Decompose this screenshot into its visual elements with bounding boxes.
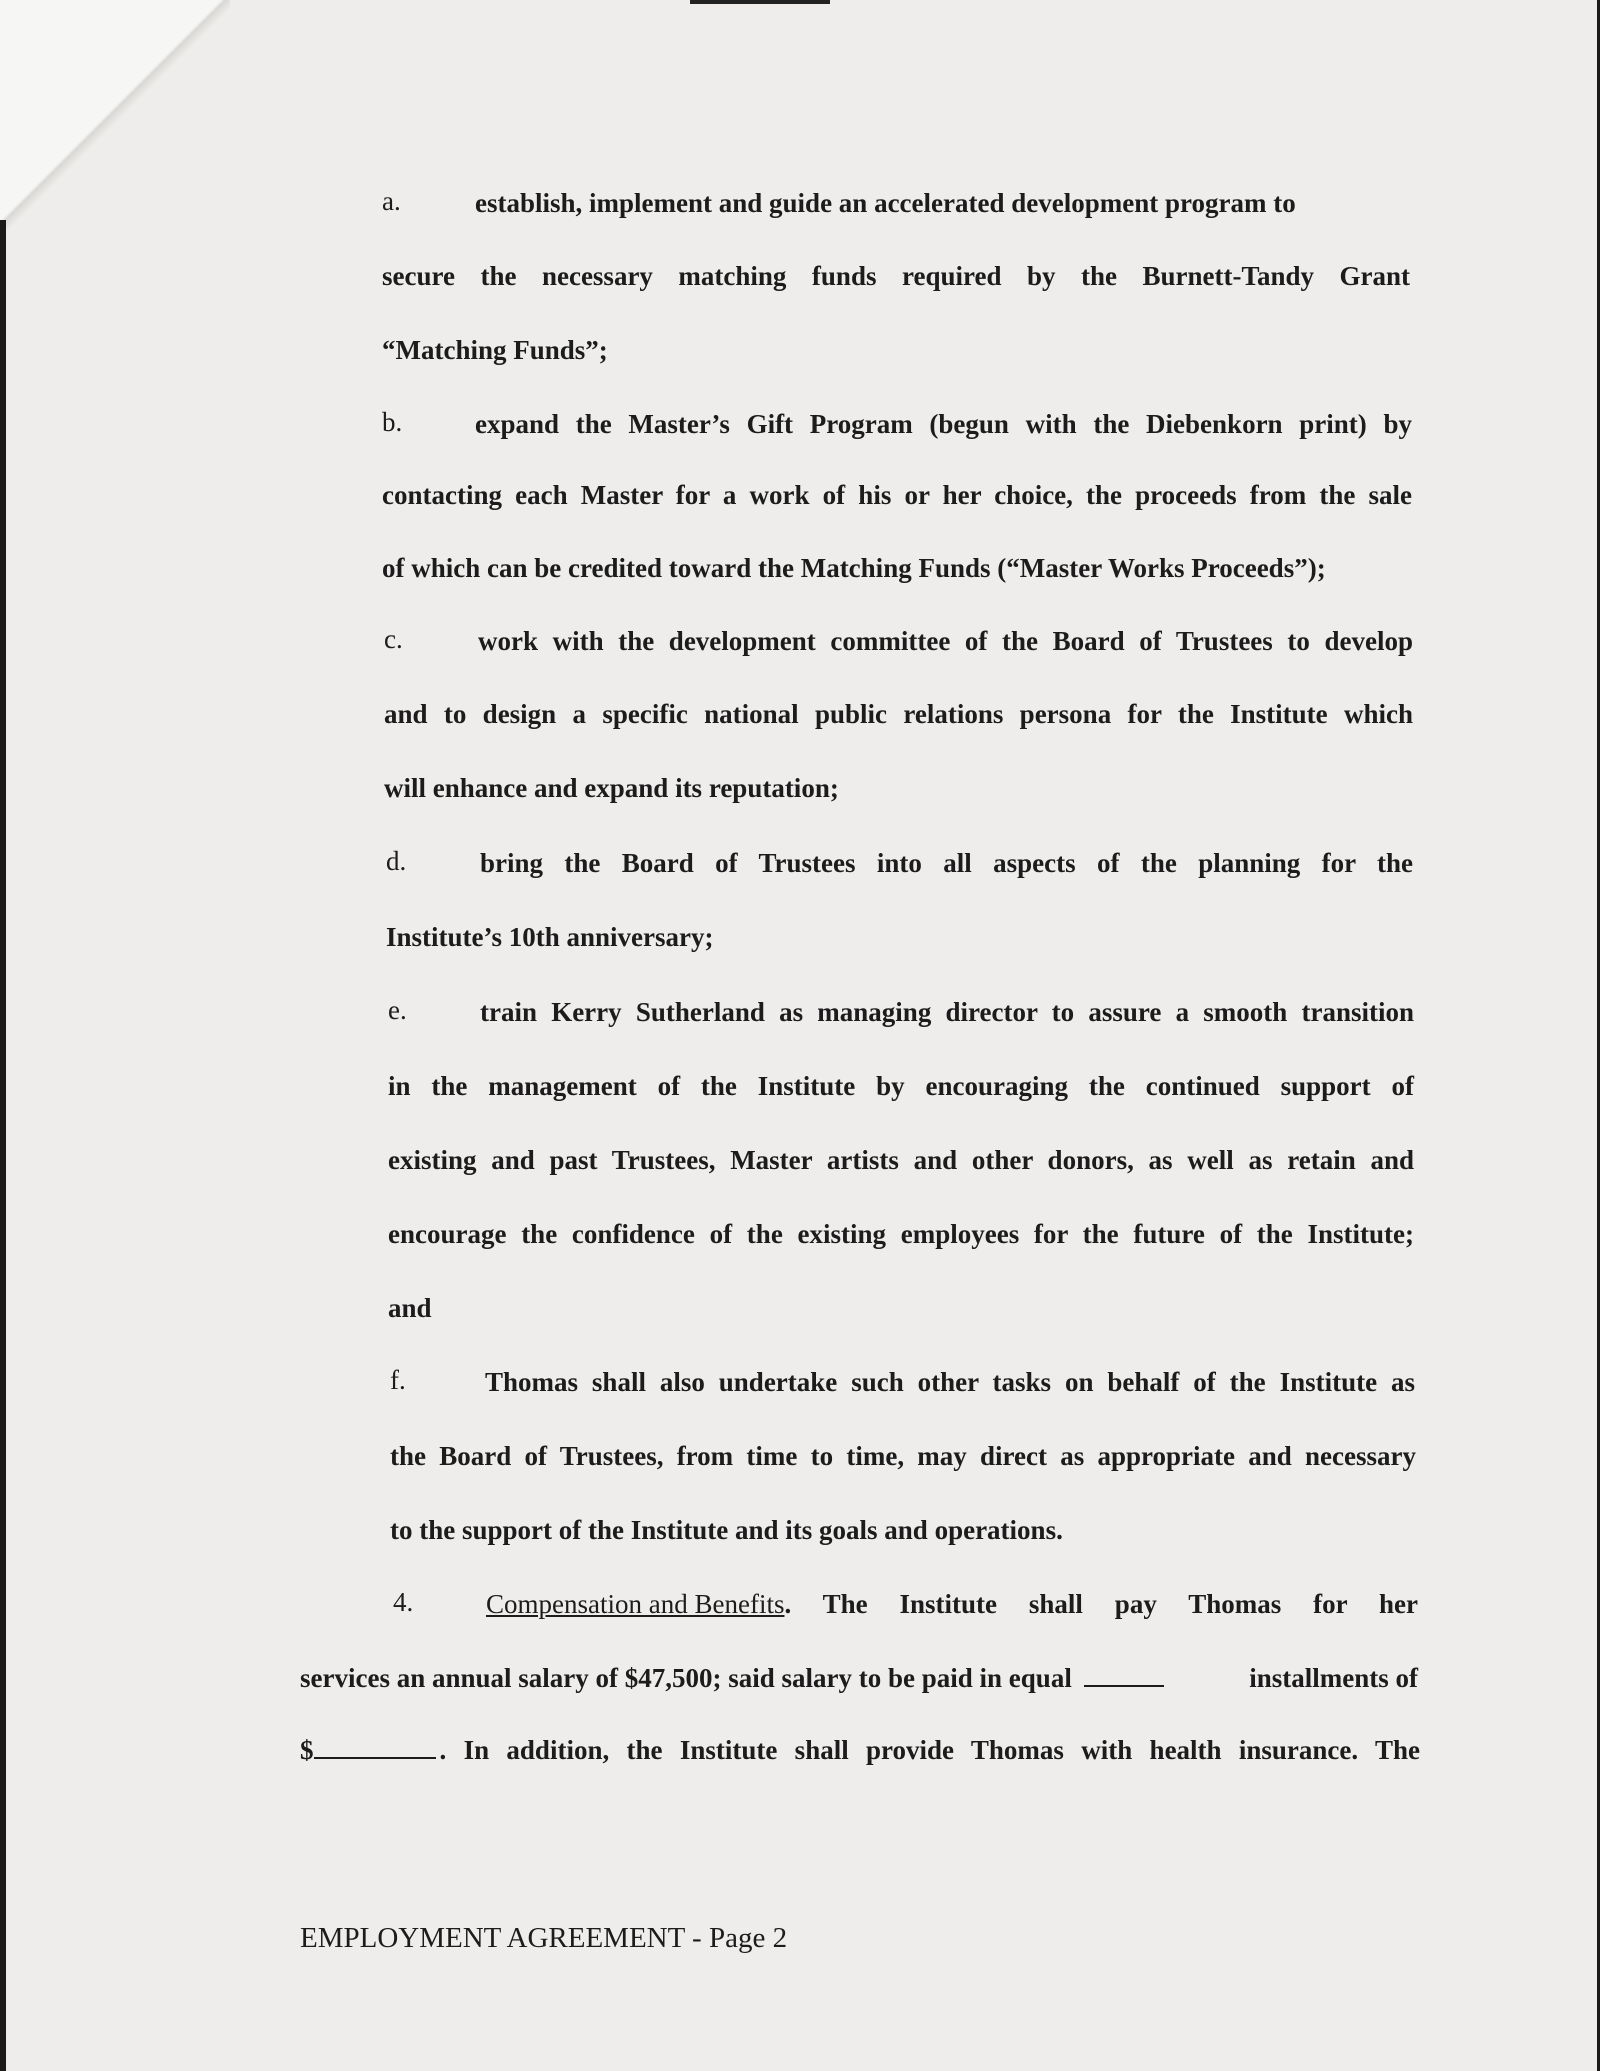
folded-corner [0, 0, 230, 230]
installment-amount-blank [314, 1735, 436, 1759]
dollar-sign: $ [300, 1735, 314, 1765]
scan-edge-top [690, 0, 830, 4]
section-4-heading: Compensation and Benefits [486, 1589, 785, 1619]
item-a-line-2: secure the necessary matching funds required by the Burnett-Tandy Grant [382, 261, 1410, 291]
item-a-marker: a. [382, 186, 401, 216]
section-4-line-2-before: services an annual salary of $47,500; said salary to be paid in equal [300, 1663, 1072, 1693]
item-a-line-1: establish, implement and guide an accelerated development program to [475, 188, 1296, 218]
section-4-line-1 [486, 1587, 1418, 1621]
installments-count-blank [1084, 1663, 1164, 1687]
item-b-line-1: expand the Master’s Gift Program (begun with the Diebenkorn print) by [475, 409, 1412, 439]
item-d-line-2: Institute’s 10th anniversary; [386, 922, 714, 952]
item-e-line-2: in the management of the Institute by encouraging the continued support of [388, 1071, 1414, 1101]
item-c-marker: c. [384, 624, 403, 654]
section-4-number: 4. [393, 1587, 414, 1617]
item-c-line-3: will enhance and expand its reputation; [384, 773, 839, 803]
item-f-line-2: the Board of Trustees, from time to time, may direct as appropriate and necessary [390, 1441, 1416, 1471]
item-c-line-2: and to design a specific national public relations persona for the Institute which [384, 699, 1413, 729]
scan-edge-left [0, 220, 6, 2071]
page-footer: EMPLOYMENT AGREEMENT - Page 2 [300, 1922, 788, 1954]
section-4-line-2 [300, 1661, 1418, 1695]
item-b-marker: b. [382, 407, 403, 437]
section-4-line-3 [300, 1733, 1420, 1767]
item-f-line-3: to the support of the Institute and its goals and operations. [390, 1515, 1063, 1545]
item-c-line-1: work with the development committee of the Board of Trustees to develop [478, 626, 1413, 656]
item-f-line-1: Thomas shall also undertake such other tasks on behalf of the Institute as [485, 1367, 1415, 1397]
item-e-line-5: and [388, 1293, 432, 1323]
item-e-marker: e. [388, 995, 407, 1025]
item-b-line-3: of which can be credited toward the Matching Funds (“Master Works Proceeds”); [382, 553, 1326, 583]
item-e-line-1: train Kerry Sutherland as managing director to assure a smooth transition [480, 997, 1414, 1027]
item-f-marker: f. [390, 1365, 406, 1395]
item-e-line-3: existing and past Trustees, Master artists and other donors, as well as retain and [388, 1145, 1414, 1175]
section-4-line-2-after: installments of [1249, 1663, 1418, 1693]
section-4-line-1-rest: . The Institute shall pay Thomas for her [784, 1589, 1418, 1619]
item-d-line-1: bring the Board of Trustees into all aspects of the planning for the [480, 848, 1413, 878]
item-d-marker: d. [386, 846, 407, 876]
item-b-line-2: contacting each Master for a work of his or her choice, the proceeds from the sale [382, 480, 1412, 510]
section-4-line-3-rest: . In addition, the Institute shall provide Thomas with health insurance. The [439, 1735, 1420, 1765]
item-a-line-3: “Matching Funds”; [382, 335, 608, 365]
item-e-line-4: encourage the confidence of the existing employees for the future of the Institute; [388, 1219, 1414, 1249]
